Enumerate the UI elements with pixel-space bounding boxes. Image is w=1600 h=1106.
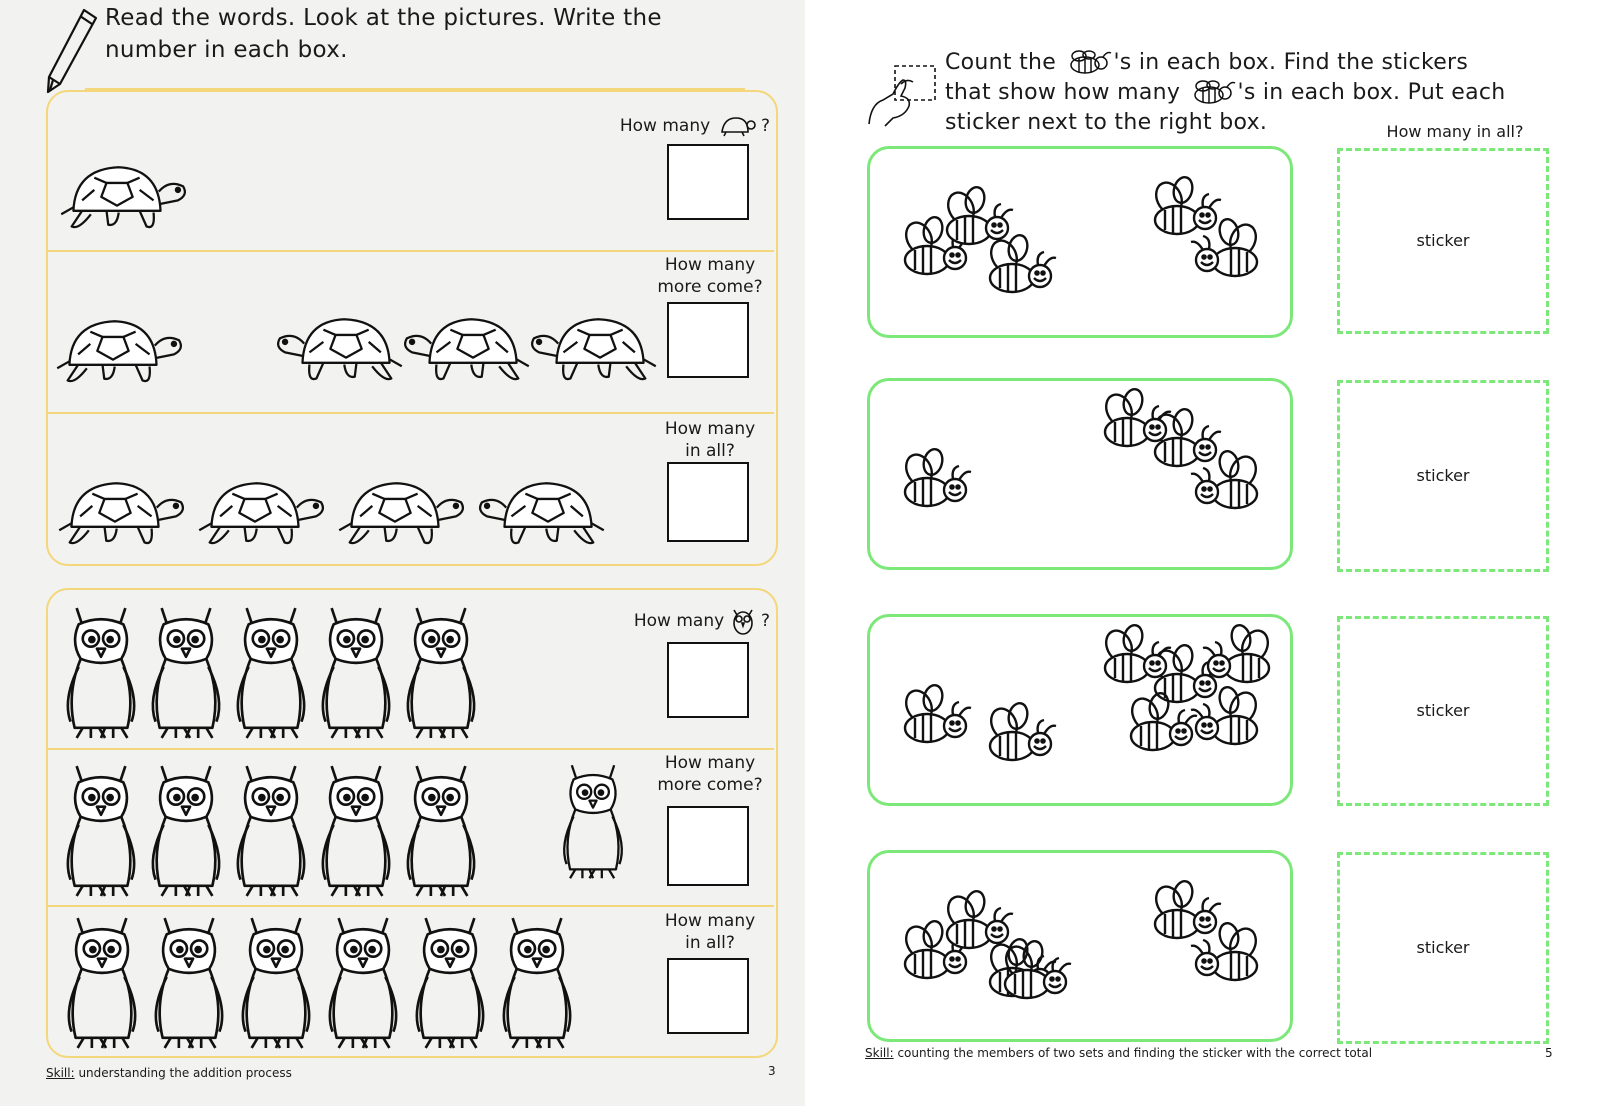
turtle xyxy=(399,308,534,388)
turtle xyxy=(56,156,191,236)
question-turtles-in-all: How many in all? xyxy=(664,419,756,461)
turtle xyxy=(52,310,187,390)
owl xyxy=(230,760,312,898)
question-how-many-more-turtles: How many more come? xyxy=(657,255,763,297)
turtle xyxy=(474,472,609,552)
answer-box-turtles-in-all[interactable] xyxy=(667,462,749,542)
question-how-many-turtles: How many ? xyxy=(619,116,770,136)
bee xyxy=(997,940,1077,1006)
answer-box-turtles[interactable] xyxy=(667,144,749,220)
answer-box-more-turtles[interactable] xyxy=(667,302,749,378)
owl xyxy=(400,602,482,740)
instruction-text: Count the 's in each box. Find the stickers that show how many 's in each box. Put each sticker next to the right box. xyxy=(945,50,1506,135)
pencil-icon xyxy=(44,6,100,96)
skill-note: Skill: counting the members of two sets and finding the sticker with the correct total xyxy=(865,1046,1373,1060)
column-header: How many in all? xyxy=(1386,122,1524,141)
right-page xyxy=(805,0,1600,1106)
owl xyxy=(321,912,405,1050)
flying-owl xyxy=(538,760,648,880)
turtle xyxy=(526,308,661,388)
owl xyxy=(495,912,579,1050)
sticker-slot[interactable] xyxy=(1337,148,1549,334)
owl xyxy=(60,760,142,898)
owl xyxy=(147,912,231,1050)
sticker-slot[interactable] xyxy=(1337,380,1549,572)
row-divider xyxy=(48,412,774,414)
bee xyxy=(1185,450,1265,516)
question-how-many-more-owls: How many more come? xyxy=(657,753,763,795)
row-divider xyxy=(48,250,774,252)
owl-icon xyxy=(730,606,756,636)
turtle xyxy=(194,472,329,552)
sticker-label: sticker xyxy=(1416,466,1470,485)
owl xyxy=(234,912,318,1050)
turtle xyxy=(334,472,469,552)
owl xyxy=(145,760,227,898)
turtle-icon xyxy=(716,114,756,138)
owl xyxy=(400,760,482,898)
page-number: 5 xyxy=(1545,1046,1553,1060)
bee xyxy=(1185,218,1265,284)
owl xyxy=(145,602,227,740)
answer-box-owls-in-all[interactable] xyxy=(667,958,749,1034)
hand-pointing-icon xyxy=(865,60,941,130)
sticker-label: sticker xyxy=(1416,701,1470,720)
bee xyxy=(1185,922,1265,988)
sticker-slot[interactable] xyxy=(1337,852,1549,1044)
owl xyxy=(315,602,397,740)
row-divider xyxy=(48,748,774,750)
answer-box-more-owls[interactable] xyxy=(667,806,749,886)
instruction-text: Read the words. Look at the pictures. Write the number in each box. xyxy=(105,5,662,63)
bee xyxy=(1197,624,1277,690)
bee-icon xyxy=(1187,79,1237,107)
bee xyxy=(939,186,1019,252)
turtle xyxy=(54,472,189,552)
sticker-label: sticker xyxy=(1416,938,1470,957)
owl xyxy=(230,602,312,740)
row-divider xyxy=(48,905,774,907)
bee xyxy=(897,448,977,514)
sticker-label: sticker xyxy=(1416,231,1470,250)
skill-note: Skill: understanding the addition process xyxy=(46,1066,292,1080)
question-owls-in-all: How many in all? xyxy=(664,911,756,953)
owl xyxy=(60,912,144,1050)
bee xyxy=(1097,624,1177,690)
bee xyxy=(1097,388,1177,454)
bee-icon xyxy=(1063,49,1113,77)
sticker-slot[interactable] xyxy=(1337,616,1549,806)
answer-box-owls[interactable] xyxy=(667,642,749,718)
turtle xyxy=(272,308,407,388)
owl xyxy=(408,912,492,1050)
owl xyxy=(60,602,142,740)
bee xyxy=(897,684,977,750)
bee xyxy=(982,702,1062,768)
owl xyxy=(315,760,397,898)
bee xyxy=(1123,692,1203,758)
page-number: 3 xyxy=(768,1064,776,1078)
question-how-many-owls: How many ? xyxy=(580,606,770,636)
